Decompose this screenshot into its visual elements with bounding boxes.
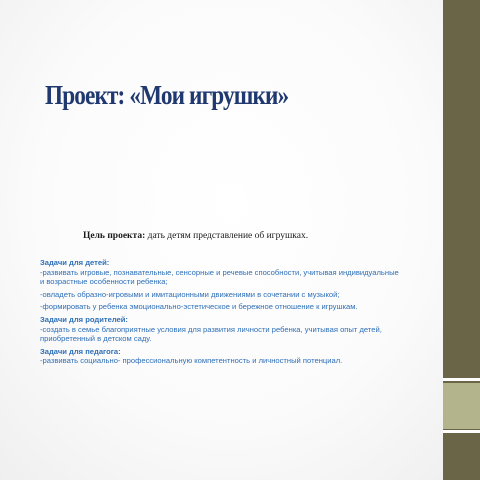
children-tasks-heading: Задачи для детей: [40, 258, 110, 267]
side-decor-divider [443, 378, 480, 381]
children-task-item: -развивать игровые, познавательные, сенсорные и речевые способности, учитывая индивидуальные и возрастные особенности ребенка; [40, 267, 399, 287]
side-decor-divider-lower [443, 430, 480, 433]
parents-tasks-heading: Задачи для родителей: [40, 314, 128, 324]
goal-text: дать детям представление об игрушках. [145, 231, 309, 241]
tasks-block [40, 258, 400, 369]
children-task-item: -овладеть образно-игровыми и имитационными движениями в сочетании с музыкой; [40, 289, 340, 299]
project-goal [83, 231, 308, 241]
goal-label: Цель проекта: [83, 231, 146, 241]
parents-task-item: -создать в семье благоприятные условия для развития личности ребенка, учитывая опыт детей, приобретенный в детском саду. [40, 324, 382, 344]
teacher-tasks-heading: Задачи для педагога: [40, 346, 121, 356]
side-decor-accent [443, 383, 480, 429]
teacher-task-item: -развивать социально- профессиональную компетентность и личностный потенциал. [40, 356, 343, 366]
slide-title: Проект: «Мои игрушки» [45, 80, 289, 110]
children-task-item: -формировать у ребенка эмоционально-эстетическое и бережное отношение к игрушкам. [40, 302, 358, 312]
